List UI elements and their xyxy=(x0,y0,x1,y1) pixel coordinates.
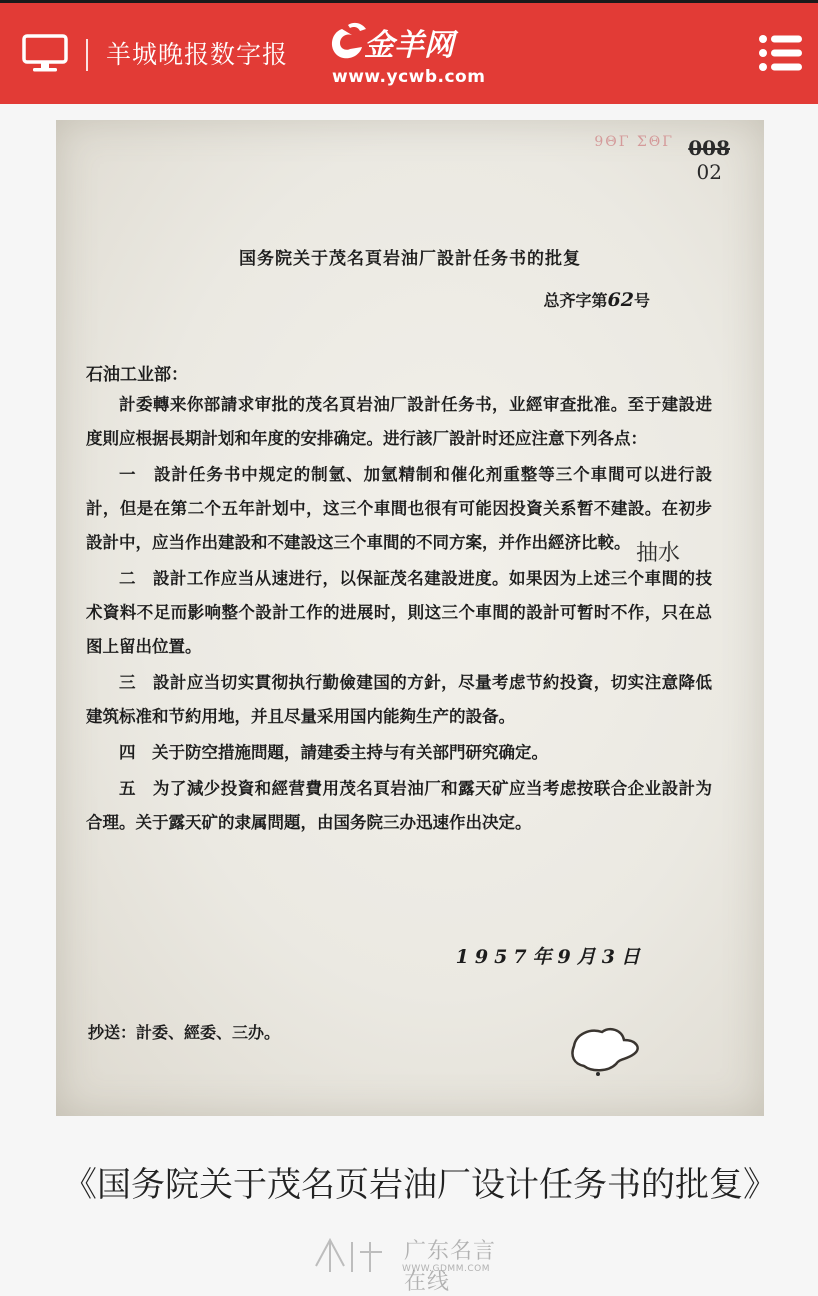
site-name[interactable]: 羊城晚报数字报 xyxy=(106,40,289,69)
struck-page-number: 008 xyxy=(688,136,730,160)
image-caption: 《国务院关于茂名页岩油厂设计任务书的批复》 xyxy=(63,1165,777,1205)
body-paragraph: 計委轉来你部請求审批的茂名頁岩油厂設計任务书，业經审查批准。至于建設进度則应根据長期計划和年度的安排确定。进行該厂設計时还应注意下列各点： xyxy=(86,395,712,448)
document-title: 国务院关于茂名頁岩油厂設計任务书的批复 xyxy=(239,249,581,269)
body-paragraph: 二 設計工作应当从速进行，以保証茂名建設进度。如果因为上述三个車間的技术資料不足而影响整个設計工作的进展时，則这三个車間的設計可暂时不作，只在总图上留出位置。 xyxy=(86,569,712,656)
document-reference xyxy=(544,288,650,311)
logo-url: www.ycwb.com xyxy=(332,67,486,87)
watermark-text: 广东名言在线 xyxy=(404,1239,497,1295)
document-cc: 抄送：計委、經委、三办。 xyxy=(88,1023,281,1042)
document-addressee: 石油工业部： xyxy=(86,365,188,385)
ycwb-logo[interactable] xyxy=(328,19,488,91)
red-page-number: 9ΘΓ ΣΘΓ xyxy=(594,134,674,150)
body-paragraph: 五 为了減少投資和經营費用茂名頁岩油厂和露天矿应当考虑按联合企业設計为合理。关于露天矿的隶属問題，由国务院三办迅速作出决定。 xyxy=(86,779,712,832)
menu-list-icon[interactable] xyxy=(758,33,804,73)
watermark-url: WWW.GDMM.COM xyxy=(402,1264,490,1274)
ref-suffix: 号 xyxy=(633,291,650,310)
monitor-icon[interactable] xyxy=(22,33,68,75)
document-photo xyxy=(56,120,764,1116)
logo-mark xyxy=(328,21,488,65)
logo-text: 金羊网 xyxy=(364,28,454,63)
watermark-logo-icon xyxy=(312,1232,402,1276)
body-paragraph: 四 关于防空措施問題，請建委主持与有关部門研究确定。 xyxy=(119,743,548,762)
document-date: 1957年9月3日 xyxy=(455,946,646,968)
header-divider xyxy=(86,39,88,71)
body-paragraph: 一 設計任务书中规定的制氫、加氫精制和催化剂重整等三个車間可以进行設計，但是在第二个五年計划中，这三个車間也很有可能因投資关系暂不建設。在初步設計中，应当作出建設和不建設这三个車間的不同方案，并作出經济比較。 xyxy=(86,465,712,552)
handwritten-note: 抽水 xyxy=(636,541,681,566)
document-body xyxy=(86,388,712,842)
watermark xyxy=(312,1232,512,1295)
ref-prefix: 总齐字第 xyxy=(543,291,608,310)
page-number: 02 xyxy=(696,160,722,184)
body-paragraph: 三 設計应当切实貫彻执行勤儉建国的方針，尽量考虑节約投資，切实注意降低建筑标准和节約用地，并且尽量采用国内能夠生产的設备。 xyxy=(86,673,712,726)
ref-number: 62 xyxy=(607,289,634,311)
torn-paper-hole xyxy=(564,1024,644,1076)
top-header-bar xyxy=(0,0,818,104)
